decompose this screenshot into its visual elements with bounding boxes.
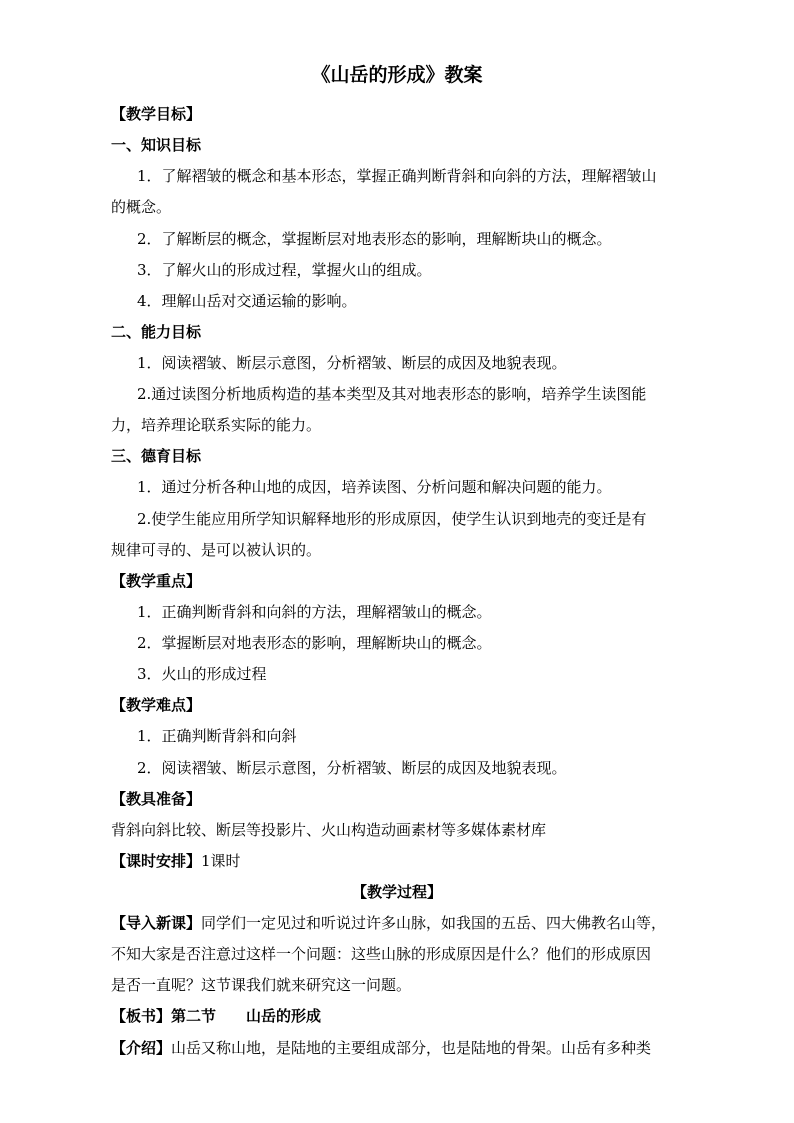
difficulty-1: 1．正确判断背斜和向斜 — [137, 727, 297, 745]
board-label: 【板书】 — [111, 1007, 172, 1025]
introduce-line — [111, 1037, 685, 1059]
intro-line-3: 是否一直呢？这节课我们就来研究这一问题。 — [111, 976, 412, 994]
moral-item-2: 2.使学生能应用所学知识解释地形的形成原因，使学生认识到地壳的变迁是有 — [137, 510, 647, 528]
key-point-1: 1．正确判断背斜和向斜的方法，理解褶皱山的概念。 — [137, 603, 492, 621]
key-points-heading: 【教学重点】 — [111, 572, 202, 590]
board-line — [111, 1005, 685, 1027]
objectives-header: 【教学目标】 — [111, 105, 202, 123]
intro-line-1 — [111, 912, 685, 934]
process-heading: 【教学过程】 — [351, 883, 442, 901]
intro-text-1: 同学们一定见过和听说过许多山脉，如我国的五岳、四大佛教名山等， — [201, 914, 667, 932]
schedule-text: 1课时 — [201, 852, 241, 870]
introduce-label: 【介绍】 — [111, 1039, 172, 1057]
key-point-2: 2．掌握断层对地表形态的影响，理解断块山的概念。 — [137, 634, 492, 652]
difficulty-2: 2．阅读褶皱、断层示意图，分析褶皱、断层的成因及地貌表现。 — [137, 759, 567, 777]
key-point-3: 3．火山的形成过程 — [137, 665, 267, 683]
introduce-text: 山岳又称山地，是陆地的主要组成部分，也是陆地的骨架。山岳有多种类 — [171, 1039, 652, 1057]
difficulties-heading: 【教学难点】 — [111, 696, 202, 714]
document-title: 《山岳的形成》教案 — [311, 64, 483, 86]
schedule-line — [111, 850, 685, 872]
knowledge-item-1: 1．了解褶皱的概念和基本形态，掌握正确判断背斜和向斜的方法，理解褶皱山 — [137, 167, 657, 185]
moral-heading: 三、德育目标 — [111, 447, 202, 465]
knowledge-heading: 一、知识目标 — [111, 136, 202, 154]
ability-item-2-cont: 力，培养理论联系实际的能力。 — [111, 416, 322, 434]
moral-item-1: 1．通过分析各种山地的成因，培养读图、分析问题和解决问题的能力。 — [137, 478, 612, 496]
materials-heading: 【教具准备】 — [111, 790, 202, 808]
knowledge-item-2: 2．了解断层的概念，掌握断层对地表形态的影响，理解断块山的概念。 — [137, 230, 612, 248]
knowledge-item-1-cont: 的概念。 — [111, 198, 172, 216]
ability-heading: 二、能力目标 — [111, 323, 202, 341]
moral-item-2-cont: 规律可寻的、是可以被认识的。 — [111, 541, 322, 559]
materials-text: 背斜向斜比较、断层等投影片、火山构造动画素材等多媒体素材库 — [111, 821, 547, 839]
intro-line-2: 不知大家是否注意过这样一个问题：这些山脉的形成原因是什么？他们的形成原因 — [111, 945, 652, 963]
schedule-heading: 【课时安排】 — [111, 852, 202, 870]
knowledge-item-4: 4．理解山岳对交通运输的影响。 — [137, 292, 357, 310]
ability-item-1: 1．阅读褶皱、断层示意图，分析褶皱、断层的成因及地貌表现。 — [137, 354, 567, 372]
intro-label: 【导入新课】 — [111, 914, 202, 932]
board-text: 第二节 山岳的形成 — [171, 1007, 322, 1025]
knowledge-item-3: 3．了解火山的形成过程，掌握火山的组成。 — [137, 261, 432, 279]
ability-item-2: 2.通过读图分析地质构造的基本类型及其对地表形态的影响，培养学生读图能 — [137, 385, 647, 403]
